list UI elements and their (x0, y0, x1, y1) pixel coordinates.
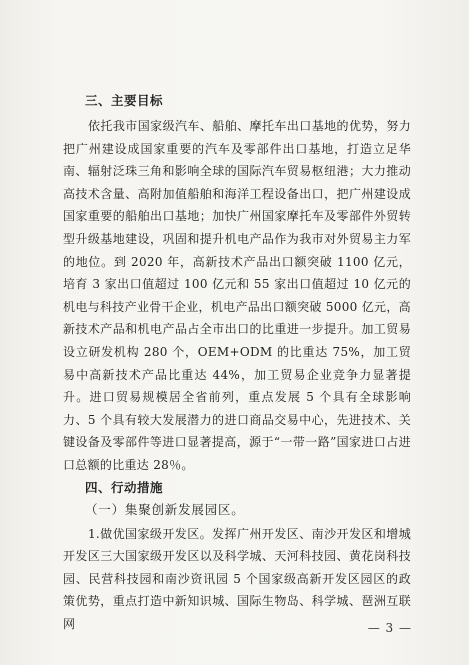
section-heading-actions: 四、行动措施 (85, 479, 164, 495)
paragraph-main-goals: 依托我市国家级汽车、船舶、摩托车出口基地的优势，努力把广州建设成国家重要的汽车及零部件出口基地，打造立足华南、辐射泛珠三角和影响全球的国际汽车贸易枢纽港；大力推动高技术含量、高附加值船舶和海洋工程设备出口，把广州建设成国家重要的船舶出口基地；加快广州国家摩托车及零部件外贸转型升级基地建设，巩固和提升机电产品作为我市对外贸易主力军的地位。到 2020 年，高新技术产品出口额突破 1100 亿元，培育 3 家出口值超过 100 亿元和 55 家出口值超过 10 亿元的机电与科技产业骨干企业，机电产品出口额突破 5000 亿元，高新技术产品和机电产品占全市出口的比重进一步提升。加工贸易设立研发机构 280 个，OEM+ODM 的比重达 75%，加工贸易中高新技术产品比重达 44%，加工贸易企业竞争力显著提升。进口贸易规模居全省前列，重点发展 5 个具有全球影响力、5 个具有较大发展潜力的进口商品交易中心，先进技术、关键设备及零部件等进口显著提高，源于“一带一路”国家进口占进口总额的比重达 28％。 (63, 119, 411, 472)
section-heading-main-goals: 三、主要目标 (85, 93, 164, 108)
document-body (63, 90, 411, 635)
paragraph-dev-zones: 1.做优国家级开发区。发挥广州开发区、南沙开发区和增城开发区三大国家级开发区以及科学城、天河科技园、黄花岗科技园、民营科技园和南沙资讯园 5 个国家级高新开发区园区的政策优势，重点打造中新知识城、国际生物岛、科学城、琶洲互联网 (63, 526, 411, 631)
subheading-innovation-parks: （一）集聚创新发展园区。 (85, 501, 245, 517)
page-number: — 3 — (367, 621, 412, 635)
